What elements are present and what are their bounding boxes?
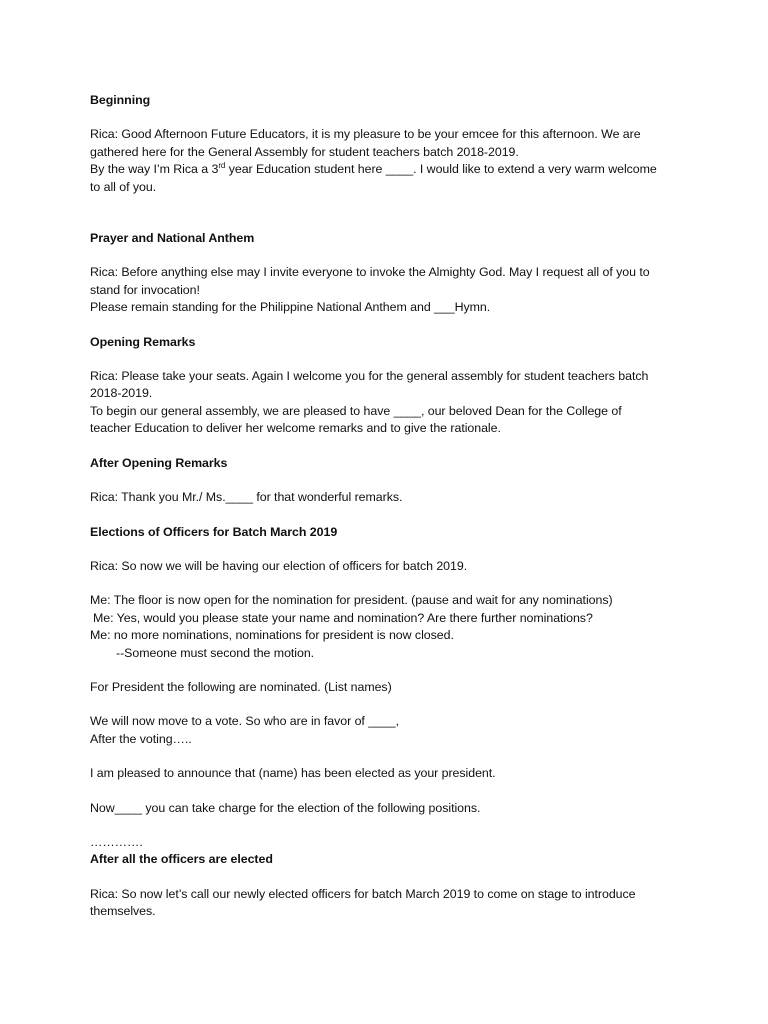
heading-prayer: Prayer and National Anthem xyxy=(90,231,255,246)
text-line: Now____ you can take charge for the election of the following positions. xyxy=(90,800,481,815)
text-line: We will now move to a vote. So who are in favor of ____, xyxy=(90,714,399,729)
text-line: teacher Education to deliver her welcome remarks and to give the rationale. xyxy=(90,421,501,436)
text-line: For President the following are nominated. (List names) xyxy=(90,679,392,694)
heading-opening-remarks: Opening Remarks xyxy=(90,334,196,349)
text-fragment: year Education student here ____. I would like to extend a very warm welcome xyxy=(225,162,657,177)
text-line: Me: no more nominations, nominations for president is now closed. xyxy=(90,628,454,643)
paragraph-nominations xyxy=(90,592,710,662)
text-line: 2018-2019. xyxy=(90,386,153,401)
text-fragment: By the way I’m Rica a 3 xyxy=(90,162,219,177)
superscript: rd xyxy=(218,161,226,171)
text-line: After the voting….. xyxy=(90,731,192,746)
text-line: I am pleased to announce that (name) has been elected as your president. xyxy=(90,766,496,781)
heading-after-opening: After Opening Remarks xyxy=(90,455,228,470)
paragraph-announce xyxy=(90,765,710,782)
text-line: Rica: Please take your seats. Again I welcome you for the general assembly for student teachers batch xyxy=(90,369,649,384)
document-page xyxy=(90,92,710,921)
text-line: --Someone must second the motion. xyxy=(116,645,315,660)
text-line: Me: The floor is now open for the nomination for president. (pause and wait for any nominations) xyxy=(90,593,613,608)
heading-after-all-elected: After all the officers are elected xyxy=(90,852,273,867)
paragraph-after-all-elected xyxy=(90,886,710,921)
heading-elections: Elections of Officers for Batch March 2019 xyxy=(90,524,338,539)
text-line: gathered here for the General Assembly for student teachers batch 2018-2019. xyxy=(90,144,519,159)
text-line: Rica: Before anything else may I invite everyone to invoke the Almighty God. May I request all of you to xyxy=(90,265,650,280)
paragraph-vote xyxy=(90,713,710,748)
text-line xyxy=(90,161,710,178)
paragraph-opening-remarks xyxy=(90,368,710,438)
text-line: Me: Yes, would you please state your name and nomination? Are there further nominations? xyxy=(93,610,593,625)
paragraph-beginning xyxy=(90,126,710,196)
text-line: Rica: Good Afternoon Future Educators, it is my pleasure to be your emcee for this afternoon. We are xyxy=(90,127,641,142)
paragraph-after-opening xyxy=(90,489,710,506)
paragraph-elections-intro xyxy=(90,558,710,575)
ellipsis-line xyxy=(90,834,710,851)
text-line: to all of you. xyxy=(90,179,157,194)
paragraph-nominated xyxy=(90,679,710,696)
paragraph-charge xyxy=(90,800,710,817)
text-line: Rica: So now we will be having our election of officers for batch 2019. xyxy=(90,558,468,573)
text-line: To begin our general assembly, we are pleased to have ____, our beloved Dean for the College of xyxy=(90,403,622,418)
paragraph-prayer xyxy=(90,264,710,316)
heading-beginning: Beginning xyxy=(90,93,151,107)
text-line: Rica: Thank you Mr./ Ms.____ for that wonderful remarks. xyxy=(90,490,403,505)
text-line: themselves. xyxy=(90,904,156,919)
text-line: Rica: So now let’s call our newly elected officers for batch March 2019 to come on stage to introduce xyxy=(90,886,636,901)
text-line: stand for invocation! xyxy=(90,282,200,297)
text-line: …………. xyxy=(90,834,143,849)
text-line: Please remain standing for the Philippine National Anthem and ___Hymn. xyxy=(90,300,491,315)
